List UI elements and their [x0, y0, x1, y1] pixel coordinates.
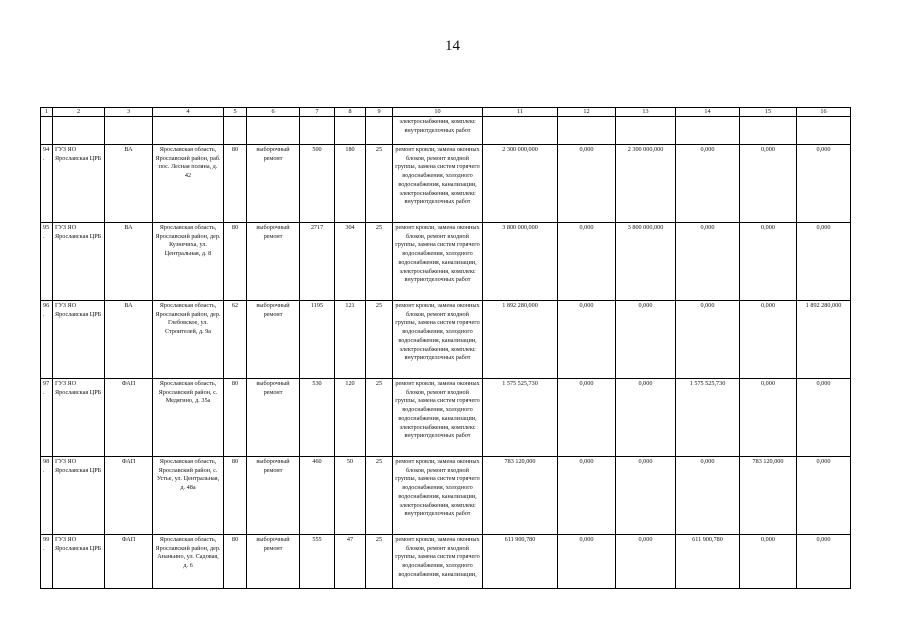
organization: ГУЗ ЯО Ярославская ЦРБ	[53, 223, 105, 301]
amount-14: 1 575 525,730	[676, 379, 740, 457]
cell-9: 25	[366, 223, 393, 301]
amount-15: 0,000	[740, 379, 797, 457]
amount-15: 783 120,000	[740, 457, 797, 535]
repair-type: выборочный ремонт	[247, 301, 300, 379]
table-row	[41, 379, 851, 457]
works: ремонт кровли, замена оконных блоков, ремонт входной группы, замена систем горячего водоснабжения, холодного водоснабжения, канализации, электроснабжения, комплекс внутриотделочных работ	[393, 301, 483, 379]
facility-type: ФАП	[105, 457, 153, 535]
amount-11: 783 120,000	[483, 457, 558, 535]
address: Ярославская область, Ярославский район, дер. Глебовское, ул. Строителей, д. 9а	[153, 301, 224, 379]
amount-12: 0,000	[558, 223, 616, 301]
facility-type: ФАП	[105, 379, 153, 457]
cell-8: 50	[335, 457, 366, 535]
facility-type: ВА	[105, 301, 153, 379]
works: ремонт кровли, замена оконных блоков, ремонт входной группы, замена систем горячего водоснабжения, холодного водоснабжения, канализации, электроснабжения, комплекс внутриотделочных работ	[393, 223, 483, 301]
amount-12: 0,000	[558, 535, 616, 589]
amount-11: 611 900,780	[483, 535, 558, 589]
amount-14: 0,000	[676, 145, 740, 223]
cell-8: 121	[335, 301, 366, 379]
row-number: 98.	[41, 457, 53, 535]
table-row	[41, 145, 851, 223]
repair-type: выборочный ремонт	[247, 223, 300, 301]
cell-5: 62	[224, 301, 247, 379]
amount-16: 0,000	[797, 379, 851, 457]
amount-13: 2 300 000,000	[616, 145, 676, 223]
cell-8: 304	[335, 223, 366, 301]
address: Ярославская область, Ярославский район, с. Устье, ул. Центральная, д. 48а	[153, 457, 224, 535]
amount-16: 1 892 280,000	[797, 301, 851, 379]
column-number: 2	[53, 108, 105, 117]
cell-9: 25	[366, 457, 393, 535]
cell-5: 80	[224, 223, 247, 301]
amount-13: 0,000	[616, 301, 676, 379]
cell-9: 25	[366, 379, 393, 457]
column-number: 6	[247, 108, 300, 117]
cell-9: 25	[366, 535, 393, 589]
column-number: 3	[105, 108, 153, 117]
cell-5: 80	[224, 379, 247, 457]
amount-15: 0,000	[740, 145, 797, 223]
column-number: 9	[366, 108, 393, 117]
column-number: 15	[740, 108, 797, 117]
address: Ярославская область, Ярославский район, раб. пос. Лесная поляна, д. 42	[153, 145, 224, 223]
page-number: 14	[445, 38, 460, 54]
cell-7: 2717	[300, 223, 335, 301]
column-number: 4	[153, 108, 224, 117]
address: Ярославская область, Ярославский район, дер. Кузнечиха, ул. Центральная, д. 8	[153, 223, 224, 301]
continuation-row	[41, 117, 851, 145]
amount-16: 0,000	[797, 535, 851, 589]
row-number: 94.	[41, 145, 53, 223]
column-number: 16	[797, 108, 851, 117]
table-row	[41, 535, 851, 589]
row-number: 95.	[41, 223, 53, 301]
facility-type: ВА	[105, 223, 153, 301]
column-number: 1	[41, 108, 53, 117]
works: ремонт кровли, замена оконных блоков, ремонт входной группы, замена систем горячего водоснабжения, холодного водоснабжения, канализации,	[393, 535, 483, 589]
table-row	[41, 457, 851, 535]
cell-9: 25	[366, 301, 393, 379]
works: ремонт кровли, замена оконных блоков, ремонт входной группы, замена систем горячего водоснабжения, холодного водоснабжения, канализации, электроснабжения, комплекс внутриотделочных работ	[393, 457, 483, 535]
amount-11: 1 892 280,000	[483, 301, 558, 379]
organization: ГУЗ ЯО Ярославская ЦРБ	[53, 301, 105, 379]
amount-15: 0,000	[740, 301, 797, 379]
repair-type: выборочный ремонт	[247, 535, 300, 589]
works: ремонт кровли, замена оконных блоков, ремонт входной группы, замена систем горячего водоснабжения, холодного водоснабжения, канализации, электроснабжения, комплекс внутриотделочных работ	[393, 145, 483, 223]
cell-8: 120	[335, 379, 366, 457]
cell-5: 80	[224, 457, 247, 535]
amount-13: 0,000	[616, 535, 676, 589]
organization: ГУЗ ЯО Ярославская ЦРБ	[53, 379, 105, 457]
amount-12: 0,000	[558, 379, 616, 457]
continuation-text: электроснабжения, комплекс внутриотделочных работ	[393, 117, 483, 145]
column-number: 12	[558, 108, 616, 117]
amount-12: 0,000	[558, 145, 616, 223]
organization: ГУЗ ЯО Ярославская ЦРБ	[53, 457, 105, 535]
column-number: 14	[676, 108, 740, 117]
amount-14: 0,000	[676, 223, 740, 301]
column-number: 8	[335, 108, 366, 117]
amount-16: 0,000	[797, 223, 851, 301]
organization: ГУЗ ЯО Ярославская ЦРБ	[53, 145, 105, 223]
cell-5: 80	[224, 145, 247, 223]
amount-11: 2 300 000,000	[483, 145, 558, 223]
amount-13: 0,000	[616, 457, 676, 535]
cell-5: 80	[224, 535, 247, 589]
column-number: 5	[224, 108, 247, 117]
amount-12: 0,000	[558, 301, 616, 379]
table-row	[41, 301, 851, 379]
address: Ярославская область, Ярославский район, дер. Ананьино, ул. Садовая, д. 6	[153, 535, 224, 589]
repair-type: выборочный ремонт	[247, 145, 300, 223]
row-number: 99.	[41, 535, 53, 589]
amount-14: 0,000	[676, 301, 740, 379]
cell-8: 47	[335, 535, 366, 589]
amount-15: 0,000	[740, 535, 797, 589]
amount-11: 1 575 525,730	[483, 379, 558, 457]
table-row	[41, 223, 851, 301]
repair-type: выборочный ремонт	[247, 379, 300, 457]
works: ремонт кровли, замена оконных блоков, ремонт входной группы, замена систем горячего водоснабжения, холодного водоснабжения, канализации, электроснабжения, комплекс внутриотделочных работ	[393, 379, 483, 457]
cell-7: 555	[300, 535, 335, 589]
address: Ярославская область, Ярославский район, с. Медягино, д. 35а	[153, 379, 224, 457]
repair-table	[40, 107, 851, 589]
cell-7: 1195	[300, 301, 335, 379]
cell-9: 25	[366, 145, 393, 223]
amount-15: 0,000	[740, 223, 797, 301]
facility-type: ВА	[105, 145, 153, 223]
row-number: 97.	[41, 379, 53, 457]
cell-8: 180	[335, 145, 366, 223]
cell-7: 530	[300, 379, 335, 457]
facility-type: ФАП	[105, 535, 153, 589]
amount-14: 0,000	[676, 457, 740, 535]
amount-16: 0,000	[797, 145, 851, 223]
amount-14: 611 900,780	[676, 535, 740, 589]
column-number-row	[41, 108, 851, 117]
column-number: 10	[393, 108, 483, 117]
column-number: 11	[483, 108, 558, 117]
organization: ГУЗ ЯО Ярославская ЦРБ	[53, 535, 105, 589]
amount-13: 3 800 000,000	[616, 223, 676, 301]
amount-11: 3 800 000,000	[483, 223, 558, 301]
repair-type: выборочный ремонт	[247, 457, 300, 535]
column-number: 7	[300, 108, 335, 117]
cell-7: 500	[300, 145, 335, 223]
amount-12: 0,000	[558, 457, 616, 535]
column-number: 13	[616, 108, 676, 117]
row-number: 96.	[41, 301, 53, 379]
cell-7: 460	[300, 457, 335, 535]
amount-13: 0,000	[616, 379, 676, 457]
amount-16: 0,000	[797, 457, 851, 535]
